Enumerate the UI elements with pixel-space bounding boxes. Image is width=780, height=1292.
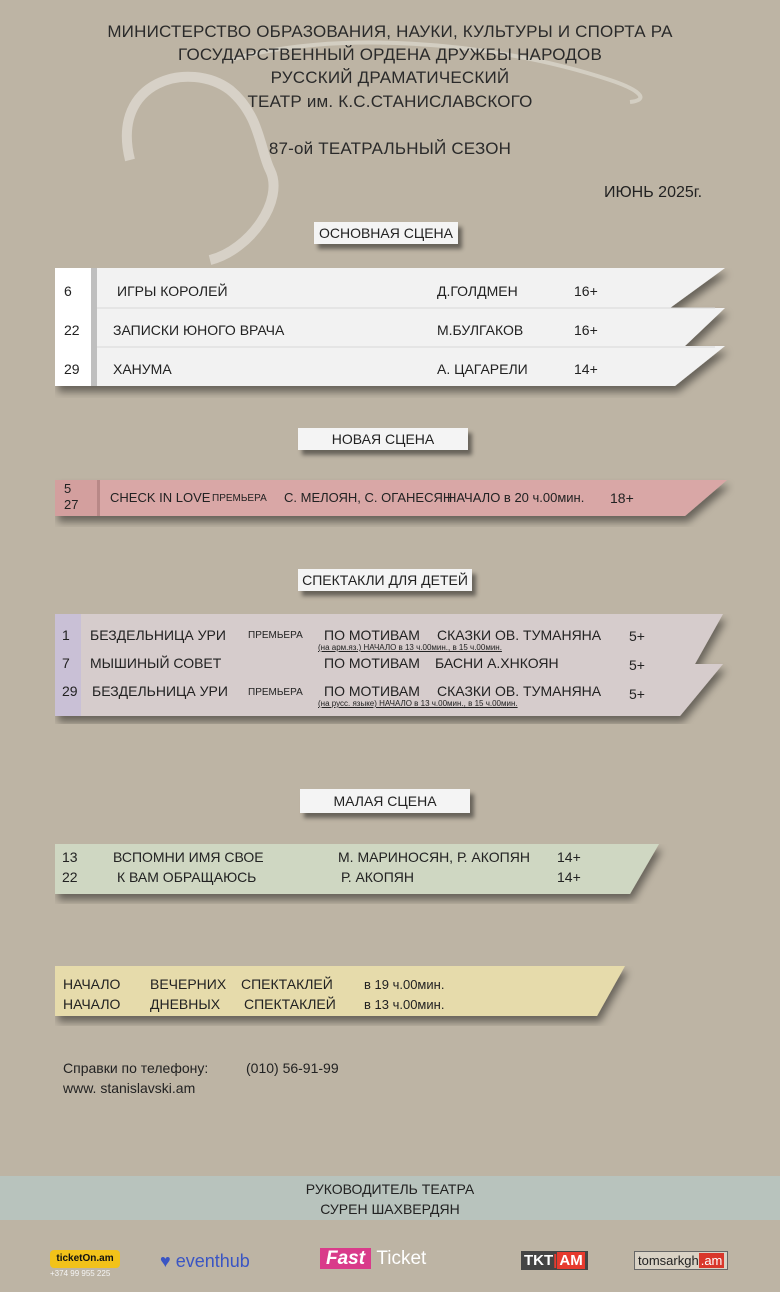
kids-row-1-source: СКАЗКИ ОВ. ТУМАНЯНА	[437, 627, 602, 643]
kids-row-1-note: (на арм.яз.) НАЧАЛО в 13 ч.00мин., в 15 ч.00мин.	[318, 643, 502, 652]
kids-row-1-day: 1	[62, 627, 70, 643]
main-row-2-day: 22	[64, 322, 80, 338]
new-stage-premiere: ПРЕМЬЕРА	[212, 493, 267, 504]
month-label: ИЮНЬ 2025г.	[604, 184, 703, 201]
fastticket-logo[interactable]	[320, 1248, 426, 1270]
main-row-1-author: Д.ГОЛДМЕН	[437, 283, 518, 299]
kids-row-1-premiere: ПРЕМЬЕРА	[248, 630, 303, 641]
tomsarkgh-am: .am	[700, 1253, 723, 1268]
small-row-2-day: 22	[62, 869, 78, 885]
main-row-1-title: ИГРЫ КОРОЛЕЙ	[117, 283, 228, 299]
kids-row-3-source: СКАЗКИ ОВ. ТУМАНЯНА	[437, 683, 602, 699]
main-row-3-age: 14+	[574, 361, 598, 377]
times-ribbon	[55, 966, 645, 1026]
fastticket-fast: Fast	[320, 1248, 371, 1269]
tkt-am-logo[interactable]: TKT| AM	[521, 1251, 588, 1270]
main-row-3-day: 29	[64, 361, 80, 377]
director-bar	[0, 1176, 780, 1220]
evening-type-label: ВЕЧЕРНИХ	[150, 976, 227, 992]
main-row-1-day: 6	[64, 283, 72, 299]
main-row-2-title: ЗАПИСКИ ЮНОГО ВРАЧА	[113, 322, 285, 338]
main-row-2-author: М.БУЛГАКОВ	[437, 322, 524, 338]
website-link[interactable]: www. stanislavski.am	[63, 1080, 196, 1096]
day-start-label: НАЧАЛО	[63, 996, 121, 1012]
kids-row-3-age: 5+	[629, 686, 645, 702]
theatre-order-title: ГОСУДАРСТВЕННЫЙ ОРДЕНА ДРУЖБЫ НАРОДОВ	[178, 45, 602, 64]
main-row-3-author: А. ЦАГАРЕЛИ	[437, 361, 528, 377]
new-stage-authors: С. МЕЛОЯН, С. ОГАНЕСЯН	[284, 490, 453, 505]
main-row-2-age: 16+	[574, 322, 598, 338]
tkt-text: TKT	[524, 1252, 554, 1269]
kids-row-3-title: БЕЗДЕЛЬНИЦА УРИ	[92, 683, 228, 699]
evening-shows-label: СПЕКТАКЛЕЙ	[241, 976, 333, 992]
eventhub-logo-text: eventhub	[175, 1251, 250, 1271]
season-title: 87-ой ТЕАТРАЛЬНЫЙ СЕЗОН	[268, 139, 512, 158]
ticketon-phone: +374 99 955 225	[50, 1269, 111, 1278]
kids-row-2-day: 7	[62, 655, 70, 671]
kids-row-2-motive: ПО МОТИВАМ	[324, 655, 420, 671]
small-row-1-age: 14+	[557, 849, 581, 865]
tomsarkgh-text: tomsarkgh	[638, 1253, 699, 1268]
kids-row-1-age: 5+	[629, 628, 645, 644]
ticketon-logo-text: ticketOn.am	[56, 1253, 114, 1264]
kids-row-2-title: МЫШИНЫЙ СОВЕТ	[90, 655, 222, 671]
day-type-label: ДНЕВНЫХ	[150, 996, 221, 1012]
theatre-type-title: РУССКИЙ ДРАМАТИЧЕСКИЙ	[270, 68, 510, 87]
kids-row-3-note: (на русс. языке) НАЧАЛО в 13 ч.00мин., в 15 ч.00мин.	[318, 699, 518, 708]
tkt-am-text: AM	[559, 1252, 583, 1269]
kids-row-2-age: 5+	[629, 657, 645, 673]
small-row-1-author: М. МАРИНОСЯН, Р. АКОПЯН	[338, 849, 530, 865]
director-role: РУКОВОДИТЕЛЬ ТЕАТРА	[305, 1181, 475, 1197]
phone-number: (010) 56-91-99	[246, 1060, 339, 1076]
small-row-1-day: 13	[62, 849, 78, 865]
kids-row-3-day: 29	[62, 683, 78, 699]
small-row-1-title: ВСПОМНИ ИМЯ СВОЕ	[113, 849, 264, 865]
evening-start-label: НАЧАЛО	[63, 976, 121, 992]
small-stage-label: МАЛАЯ СЦЕНА	[300, 789, 470, 813]
theatre-name-title: ТЕАТР им. К.С.СТАНИСЛАВСКОГО	[247, 92, 533, 111]
small-row-2-author: Р. АКОПЯН	[341, 869, 414, 885]
kids-label: СПЕКТАКЛИ ДЛЯ ДЕТЕЙ	[298, 569, 472, 591]
kids-row-1-title: БЕЗДЕЛЬНИЦА УРИ	[90, 627, 226, 643]
day-time: в 13 ч.00мин.	[364, 997, 445, 1012]
new-stage-title: CHECK IN LOVE	[110, 490, 211, 505]
tomsarkgh-logo[interactable]	[634, 1251, 728, 1270]
new-stage-age: 18+	[610, 490, 634, 506]
main-stage-label: ОСНОВНАЯ СЦЕНА	[314, 222, 458, 244]
new-stage-start: НАЧАЛО в 20 ч.00мин.	[447, 490, 585, 505]
main-row-3-title: ХАНУМА	[113, 361, 172, 377]
new-stage-label: НОВАЯ СЦЕНА	[298, 428, 468, 450]
ticketon-logo[interactable]	[50, 1250, 120, 1268]
kids-row-3-premiere: ПРЕМЬЕРА	[248, 687, 303, 698]
small-row-2-age: 14+	[557, 869, 581, 885]
kids-row-3-motive: ПО МОТИВАМ	[324, 683, 420, 699]
day-shows-label: СПЕКТАКЛЕЙ	[244, 996, 336, 1012]
director-name: СУРЕН ШАХВЕРДЯН	[320, 1201, 460, 1217]
small-row-2-title: К ВАМ ОБРАЩАЮСЬ	[117, 869, 257, 885]
ministry-title: МИНИСТЕРСТВО ОБРАЗОВАНИЯ, НАУКИ, КУЛЬТУРЫ И СПОРТА РА	[107, 22, 673, 41]
phone-label: Справки по телефону:	[63, 1060, 209, 1076]
evening-time: в 19 ч.00мин.	[364, 977, 445, 992]
kids-row-1-motive: ПО МОТИВАМ	[324, 627, 420, 643]
new-stage-day-1: 5	[64, 481, 72, 496]
new-stage-day-2: 27	[64, 497, 79, 512]
eventhub-logo[interactable]	[160, 1251, 250, 1272]
eventhub-icon: ♥	[160, 1251, 171, 1271]
main-row-1-age: 16+	[574, 283, 598, 299]
fastticket-ticket: Ticket	[376, 1248, 427, 1269]
kids-row-2-source: БАСНИ А.ХНКОЯН	[435, 655, 559, 671]
